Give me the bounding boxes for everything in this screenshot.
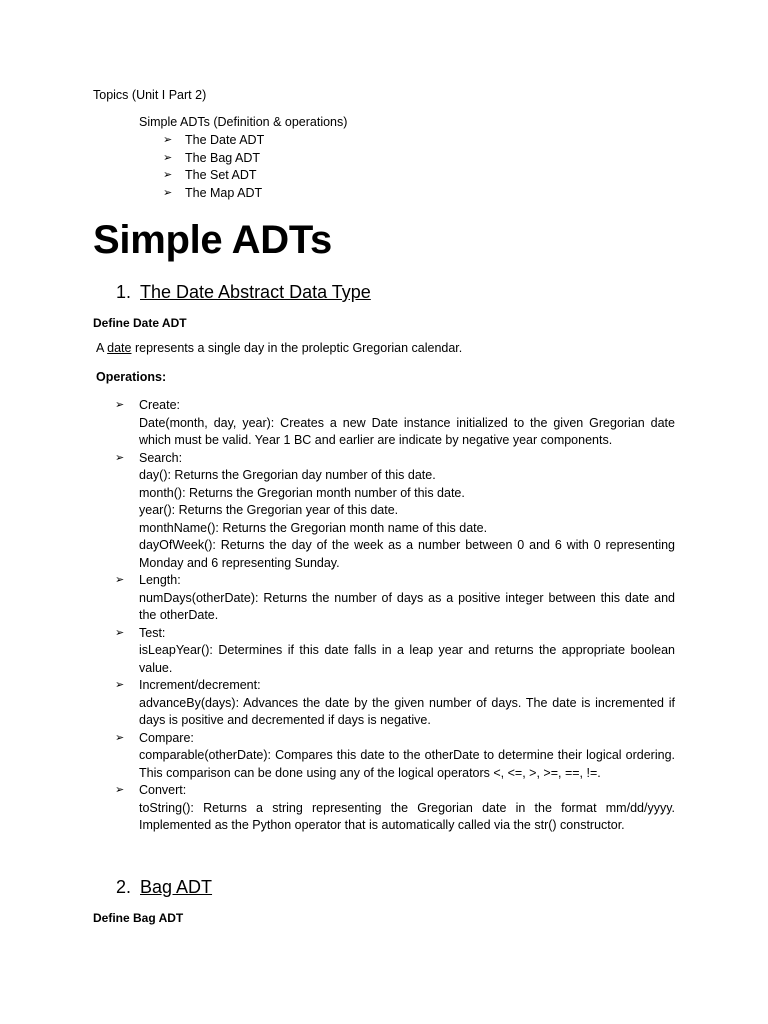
section2-number: 2. xyxy=(116,877,132,897)
list-item xyxy=(115,450,675,573)
operation-text: advanceBy(days): Advances the date by the given number of days. The date is incremented if days is positive and decremented if days is negative. xyxy=(139,695,675,727)
operation-line: monthName(): Returns the Gregorian month name of this date. xyxy=(139,520,488,535)
definition-rest: represents a single day in the proleptic Gregorian calendar. xyxy=(134,341,463,355)
arrow-bullet-icon: ➢ xyxy=(115,679,125,691)
arrow-bullet-icon: ➢ xyxy=(115,784,125,796)
topic-item-label: The Set ADT xyxy=(185,168,257,182)
operation-text: Date(month, day, year): Creates a new Date instance initialized to the given Gregorian date which must be valid. Year 1 BC and earlier are indicate by negative year components. xyxy=(139,415,675,447)
operations-label: Operations: xyxy=(96,370,167,384)
operation-heading: Length: xyxy=(139,573,181,587)
operation-heading: Convert: xyxy=(139,783,187,797)
operation-text: comparable(otherDate): Compares this date to the otherDate to determine their logical ordering. This comparison can be done using any of the logical operators <, <=, >, >=, ==, !=. xyxy=(139,748,675,780)
list-item xyxy=(163,167,264,185)
operation-text: dayOfWeek(): Returns the day of the week as a number between 0 and 6 with 0 representing Monday and 6 representing Sunday. xyxy=(139,538,675,570)
operation-text: isLeapYear(): Determines if this date falls in a leap year and returns the appropriate boolean value. xyxy=(139,643,675,675)
list-item xyxy=(115,730,675,783)
date-term: date xyxy=(107,341,132,355)
arrow-bullet-icon: ➢ xyxy=(115,399,125,411)
operations-list xyxy=(115,397,675,835)
arrow-bullet-icon: ➢ xyxy=(115,574,125,586)
section1-number: 1. xyxy=(116,282,132,302)
define-bag-label: Define Bag ADT xyxy=(93,911,184,925)
section2-title: Bag ADT xyxy=(140,877,213,897)
list-item xyxy=(115,625,675,678)
operation-heading: Search: xyxy=(139,450,183,465)
operation-heading: Increment/decrement: xyxy=(139,678,261,692)
list-item xyxy=(115,572,675,625)
main-heading: Simple ADTs xyxy=(93,218,332,262)
arrow-bullet-icon: ➢ xyxy=(115,731,125,744)
operation-line: day(): Returns the Gregorian day number of this date. xyxy=(139,468,436,482)
list-item xyxy=(115,397,675,450)
operation-text: toString(): Returns a string representing the Gregorian date in the format mm/dd/yyyy. Implemented as the Python operator that is automatically called via the str() constructor. xyxy=(139,800,675,832)
section1-heading xyxy=(116,280,371,304)
list-item xyxy=(115,677,675,730)
section2-heading xyxy=(116,875,212,899)
topic-item-label: The Map ADT xyxy=(185,185,263,200)
operation-text: numDays(otherDate): Returns the number of days as a positive integer between this date and the otherDate. xyxy=(139,590,675,622)
topic-item-label: The Bag ADT xyxy=(185,150,261,165)
operation-heading: Create: xyxy=(139,398,180,412)
section1-title: The Date Abstract Data Type xyxy=(140,282,371,302)
topics-subtitle: Simple ADTs (Definition & operations) xyxy=(139,115,348,129)
list-item xyxy=(163,185,264,203)
topic-item-label: The Date ADT xyxy=(185,133,265,147)
operation-heading: Compare: xyxy=(139,730,194,745)
topics-list xyxy=(163,132,264,202)
arrow-bullet-icon: ➢ xyxy=(163,134,173,146)
arrow-bullet-icon: ➢ xyxy=(163,151,173,164)
topics-title: Topics (Unit I Part 2) xyxy=(93,88,207,102)
operation-line: month(): Returns the Gregorian month number of this date. xyxy=(139,485,465,500)
operation-line: year(): Returns the Gregorian year of this date. xyxy=(139,503,399,517)
operation-heading: Test: xyxy=(139,625,166,640)
list-item xyxy=(163,132,264,150)
arrow-bullet-icon: ➢ xyxy=(115,626,125,639)
define-date-label: Define Date ADT xyxy=(93,316,187,330)
arrow-bullet-icon: ➢ xyxy=(115,451,125,464)
list-item xyxy=(115,782,675,835)
arrow-bullet-icon: ➢ xyxy=(163,169,173,181)
definition-prefix: A xyxy=(96,341,104,355)
date-definition xyxy=(96,341,462,355)
arrow-bullet-icon: ➢ xyxy=(163,186,173,199)
list-item xyxy=(163,150,264,168)
